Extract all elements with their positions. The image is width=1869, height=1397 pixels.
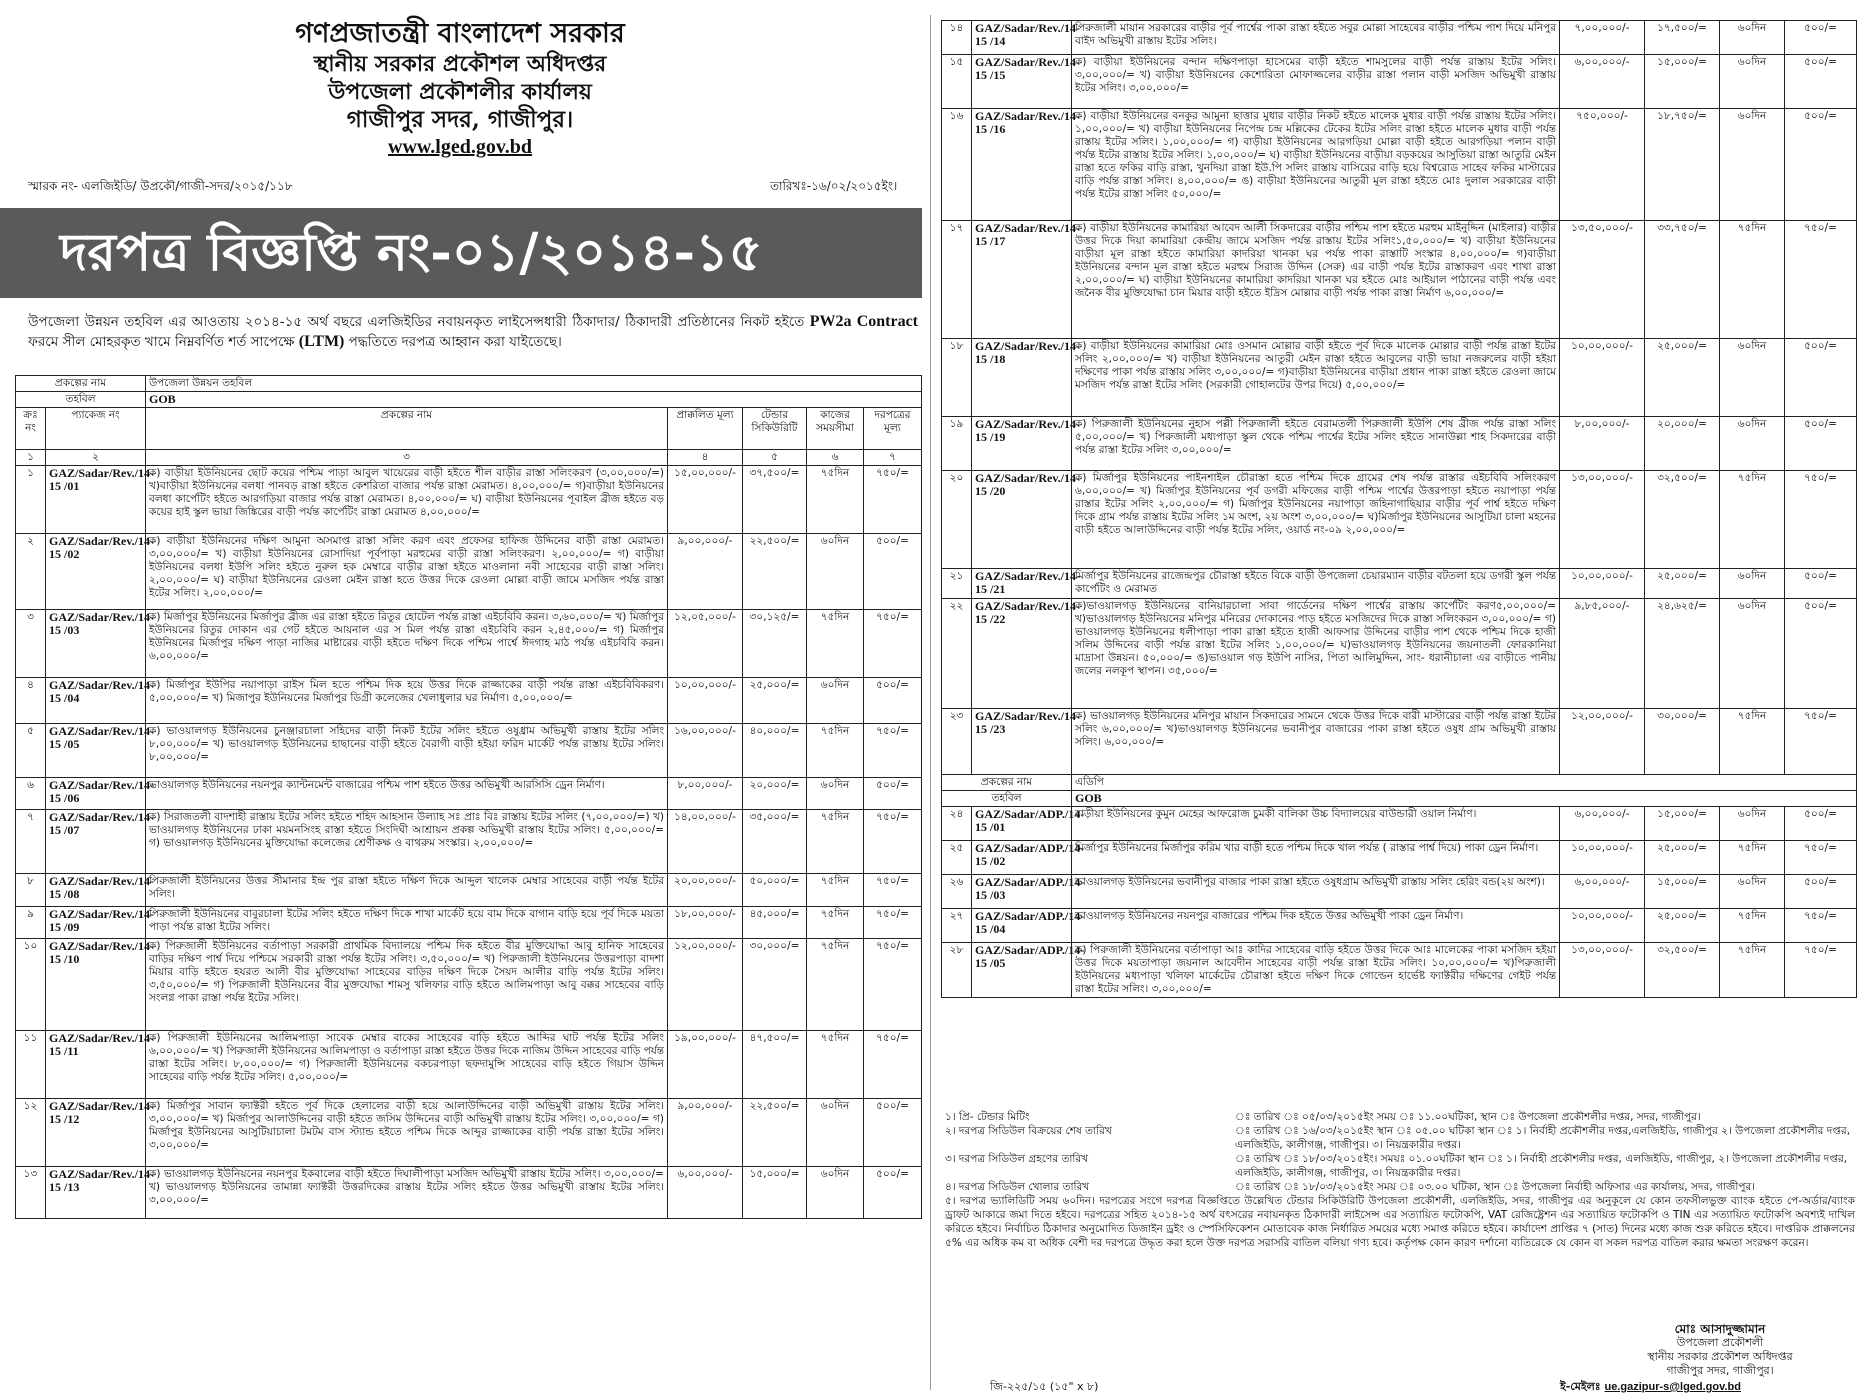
row-package-number: GAZ/Sadar/Rev./14-15 /13 (46, 1167, 146, 1219)
row-package-number: GAZ/Sadar/Rev./14-15 /11 (46, 1031, 146, 1099)
row-estimated-cost: ১০,০০,০০০/- (1560, 339, 1645, 417)
project-value: উপজেলা উন্নয়ন তহবিল (146, 376, 922, 392)
row-package-number: GAZ/Sadar/Rev./14-15 /21 (972, 569, 1072, 599)
row-estimated-cost: ৮,০০,০০০/- (1560, 417, 1645, 471)
col-number: ৬ (807, 450, 864, 466)
row-work-description: পিরুজালী মায়ান সরকারের বাড়ীর পূর্ব পার্শ্বের পাকা রাস্তা হইতে সবুর মোল্লা সাহেবের বাড়ীর পশ্চিম পাশ দিয়ে মনিপুর বাইদ অভিমুখী রাস্তায় ইটের সলিং। (1072, 21, 1560, 55)
note-sale-deadline (945, 1124, 1855, 1152)
row-work-description: ক) মির্জাপুর ইউপির নয়াপাড়া রাইস মিল হতে পশ্চিম দিক হয়ে উত্তর দিকে রাজ্জাকের বাড়ী পর্যন্ত রাস্তা এইচবিবিকরণ। ৫,০০,০০০/= খ) মিজাপুর ইউনিয়নের মির্জাপুর ডিগ্রী কলেজের খেলাধুলার ঘর নির্মাণ। ৫,০০,০০০/= (146, 678, 668, 724)
row-tender-security: ১৫,০০০/= (743, 1167, 807, 1219)
publication-code: জি-২২৫/১৫ (১৫" x ৮) (990, 1380, 1099, 1393)
row-work-description: ভাওয়ালগড় ইউনিয়নের নয়নপুর ক্যান্টনমেন্ট বাজারের পশ্চিম পাশ হইতে উত্তর অভিমুখী আরসিসি ড্রেন নির্মাণ। (146, 778, 668, 810)
row-estimated-cost: ১৯,০০,০০০/- (668, 1031, 743, 1099)
intro-paragraph (28, 312, 918, 352)
row-schedule-price: ৫০০/= (1785, 569, 1857, 599)
table-row (942, 569, 1857, 599)
row-tender-security: ২০,০০০/= (1645, 417, 1720, 471)
col-number: ৫ (743, 450, 807, 466)
signatory-name: মোঃ আসাদুজ্জামান (1674, 1322, 1766, 1336)
row-estimated-cost: ৬,০০,০০০/- (1560, 55, 1645, 109)
row-tender-security: ৩০,০০০/= (1645, 709, 1720, 775)
row-time-limit: ৭৫দিন (1720, 221, 1785, 339)
row-schedule-price: ৫০০/= (864, 1167, 922, 1219)
row-tender-security: ২৪,৬২৫/= (1645, 599, 1720, 709)
table-row (16, 939, 922, 1031)
row-schedule-price: ৭৫০/= (864, 466, 922, 534)
row-time-limit: ৭৫দিন (807, 874, 864, 907)
table-row (16, 610, 922, 678)
table-row (16, 874, 922, 907)
notice-banner: দরপত্র বিজ্ঞপ্তি নং-০১/২০১৪-১৫ (0, 208, 922, 298)
adp-fund-value: GOB (1072, 791, 1857, 807)
row-estimated-cost: ৬,০০,০০০/- (1560, 875, 1645, 909)
office-header (0, 18, 920, 160)
row-estimated-cost: ৯,০০,০০০/- (668, 534, 743, 610)
table-row (16, 1167, 922, 1219)
note-general-conditions: ৫। দরপত্র ভ্যালিডিটি সময় ৬০দিন। দরপত্রের সংগে দরপত্র বিজ্ঞপ্তিতে উল্লেখিত টেন্ডার সিকিউরিটি উপজেলা প্রকৌশলী, এলজিইডি, সদর, গাজীপুর এর অনুকূলে যে কোন তফসীলভুক্ত ব্যাংক হইতে পে-অর্ডার/ব্যাংক ড্রাফট আকারে জমা দিতে হইবে। দরপত্রের সহিত ২০১৪-১৫ অর্থ বৎসরের নবায়নকৃত ঠিকাদারী লাইসেন্স এর সত্যায়িত ফটোকপি, VAT রেজিষ্ট্রেশন এর সত্যায়িত ফটোকপি ও TIN এর সত্যায়িত ফটোকপি অবশ্যই দাখিল করিতে হইবে। নির্বাচিত ঠিকাদার অনুমোদিত ডিজাইন ড্রইং ও স্পেসিফিকেশন মোতাবেক কাজ নির্ধারিত সময়ের মধ্যে সমাপ্ত করিতে হইবে। কার্যাদেশ প্রাপ্তির ৭ (সাত) দিনের মধ্যে কাজ শুরু করিতে হইবে। দাপ্তরিক প্রাক্কলনের ৫% এর অধিক কম বা অধিক বেশী দর দরপত্রে উদ্ধৃত করা হলে উক্ত দরপত্র সরাসরি বাতিল বলিয়া গণ্য হবে। কর্তৃপক্ষ কোন কারণ দর্শানো ব্যতিরেকে যে কোন বা সকল দরপত্র বাতিল করার ক্ষমতা সংরক্ষণ করেন। (945, 1195, 1855, 1249)
table-row (16, 778, 922, 810)
row-package-number: GAZ/Sadar/Rev./14-15 /17 (972, 221, 1072, 339)
department-title: স্থানীয় সরকার প্রকৌশল অধিদপ্তর (313, 51, 607, 77)
row-tender-security: ৩৫,০০০/= (743, 810, 807, 874)
col-number: ১ (16, 450, 46, 466)
project-name-row (16, 376, 922, 392)
row-time-limit: ৬০দিন (1720, 339, 1785, 417)
row-tender-security: ৩২,৫০০/= (1645, 471, 1720, 569)
row-estimated-cost: ১৩,৫০,০০০/- (1560, 221, 1645, 339)
intro-text-1: উপজেলা উন্নয়ন তহবিল এর আওতায় ২০১৪-১৫ অর্থ বছরে এলজিইডির নবায়নকৃত লাইসেন্সধারী ঠিকাদার/ ঠিকাদারী প্রতিষ্ঠানের নিকট হইতে (28, 314, 805, 330)
row-schedule-price: ৭৫০/= (864, 610, 922, 678)
row-serial: ১৫ (942, 55, 972, 109)
row-tender-security: ২২,৫০০/= (743, 534, 807, 610)
website-link[interactable]: www.lged.gov.bd (388, 136, 532, 158)
note-pre-tender (945, 1110, 1855, 1124)
col-number: ৭ (864, 450, 922, 466)
office-title: উপজেলা প্রকৌশলীর কার্যালয় (328, 79, 592, 105)
col-header-security: টেন্ডার সিকিউরিটি (743, 408, 807, 450)
right-tender-table (941, 20, 1857, 998)
column-divider (930, 15, 931, 1390)
col-header-cost: প্রাক্কলিত মূল্য (668, 408, 743, 450)
row-package-number: GAZ/Sadar/Rev./14-15 /22 (972, 599, 1072, 709)
row-package-number: GAZ/Sadar/Rev./14-15 /18 (972, 339, 1072, 417)
row-work-description: ক) বাড়ীয়া ইউনিয়নের কামারিয়া মোঃ ওসমান মোল্লার বাড়ী হইতে পূর্ব দিকে মালেক মোল্লার বাড়ী পর্যন্ত রাস্তা ইটের সলিং ২,০০,০০০/= খ) বাড়ীয়া ইউনিয়নের আতুরী মেইন রাস্তা হইতে আবুলের বাড়ী ভায়া নজরুলের বাড়ী হইয়া দক্ষিণের পাকা পর্যন্ত রাস্তায় সলিং ৩,০০,০০০/= গ)বাড়ীয়া ইউনিয়নের বাড়ীয়া প্রধান পাকা রাস্তা হইতে রেওলা জামে মসজিদ পর্যন্ত রাস্তা ইটের সলিং (সরকারী গোহালটের উপর দিয়ে) ৫,০০,০০০/= (1072, 339, 1560, 417)
row-serial: ২৬ (942, 875, 972, 909)
row-package-number: GAZ/Sadar/Rev./14-15 /07 (46, 810, 146, 874)
row-estimated-cost: ১২,০০,০০০/- (668, 939, 743, 1031)
row-estimated-cost: ১২,০০,০০০/- (1560, 709, 1645, 775)
row-estimated-cost: ৬,০০,০০০/- (668, 1167, 743, 1219)
row-work-description: ক) পিরুজালী ইউনিয়নের আলিমপাড়া সাবেক মেম্বার বাকের সাহেবের বাড়ি হইতে আব্দির ঘাট পর্যন্ত ইটের সলিং ৬,০০,০০০/= খ) পিরুজালী ইউনিয়নের আলিমপাড়া ও বর্তাপাড়া রাস্তা হইতে উত্তর দিকে নাজিম উদ্দিন সাহেবের বাড়ি পর্যন্ত রাস্তা ইটের সলিং। ৮,০০,০০০/= গ) পিরুজালী ইউনিয়নের বকচরপাড়া ছফদামুন্সি সাহেবের বাড়ি হইতে গিয়াস উদ্দিন সাহেবের বাড়ি পর্যন্ত ইটের সলিং। ৫,০০,০০০/= (146, 1031, 668, 1099)
email-label: ই-মেইলঃ (1560, 1380, 1601, 1393)
row-schedule-price: ৫০০/= (864, 1099, 922, 1167)
row-work-description: ক) বাড়ীয়া ইউনিয়নের দক্ষিণ আমুনা অসমাপ্ত রাস্তা সলিং করণ এবং প্রফেসর হাফিজ উদ্দিনের বাড়ী রাস্তা মেরামত। ৩,০০,০০০/= খ) বাড়ীয়া ইউনিয়নের রোসাদিয়া পূর্বপাড়া মরহুমের বাড়ী রাস্তা সলিংকরণ। ২,০০,০০০/= গ) বাড়ীয়া ইউনিয়নের বলধা ইউপি সলিং হইতে নুরুল হক মেম্বারে বাড়ীর রাস্তা হইতে মাওলানা নবী সাহেবের বাড়ী রাস্তা সলিং। ২,০০,০০০/= ঘ) বাড়ীয়া ইউনিয়নের রেওলা মেইন রাস্তা হতে উত্তর দিকে রেওলা মোল্লা বাড়ী জামে মসজিদ পর্যন্ত রাস্তা ইটের সলিং। ২,০০,০০০/= (146, 534, 668, 610)
table-row (942, 909, 1857, 943)
row-schedule-price: ৭৫০/= (864, 939, 922, 1031)
row-estimated-cost: ২০,০০,০০০/- (668, 874, 743, 907)
intro-ltm: (LTM) (298, 333, 345, 350)
row-package-number: GAZ/Sadar/Rev./14-15 /03 (46, 610, 146, 678)
row-schedule-price: ৫০০/= (1785, 55, 1857, 109)
row-package-number: GAZ/Sadar/Rev./14-15 /16 (972, 109, 1072, 221)
row-schedule-price: ৫০০/= (1785, 599, 1857, 709)
note-label: ২। দরপত্র সিডিউল বিক্রয়ের শেষ তারিখ (945, 1125, 1112, 1137)
signatory-title: উপজেলা প্রকৌশলী (1676, 1336, 1764, 1349)
row-schedule-price: ৭৫০/= (1785, 841, 1857, 875)
row-tender-security: ২০,০০০/= (743, 778, 807, 810)
row-schedule-price: ৫০০/= (1785, 109, 1857, 221)
row-package-number: GAZ/Sadar/Rev./14-15 /15 (972, 55, 1072, 109)
row-tender-security: ২৫,০০০/= (1645, 569, 1720, 599)
row-time-limit: ৭৫দিন (1720, 709, 1785, 775)
row-package-number: GAZ/Sadar/Rev./14-15 /04 (46, 678, 146, 724)
row-time-limit: ৭৫দিন (1720, 471, 1785, 569)
row-tender-security: ৫০,০০০/= (743, 874, 807, 907)
row-serial: ১৩ (16, 1167, 46, 1219)
row-time-limit: ৭৫দিন (807, 1031, 864, 1099)
table-row (16, 1031, 922, 1099)
email-address[interactable]: ue.gazipur-s@lged.gov.bd (1604, 1381, 1741, 1393)
row-estimated-cost: ১৮,০০,০০০/- (668, 907, 743, 939)
row-tender-security: ১৮,৭৫০/= (1645, 109, 1720, 221)
row-work-description: ক) বাড়ীয়া ইউনিয়নের বনকুর আমুনা ছাত্তার মুধার বাড়ীর নিকট হইতে মালেক মুধার বাড়ী পর্যন্ত রাস্তায় ইটের সলিং। ১,০০,০০০/= খ) বাড়ীয়া ইউনিয়নের নিপেন্দ্র চন্দ্র মল্লিকের টেকের ইটের সলিং রাস্তা হইতে মালেক মুধার বাড়ী পর্যন্ত রাস্তায় ইটের সলিং। ১,০০,০০০/= গ) বাড়ীয়া ইউনিয়নের আরগড়িয়া মোল্লা বাড়ী হইতে আরগড়িয়া পলান বাড়ী পর্যন্ত ইটের রাস্তায় ইটের সলিং। ১,০০,০০০/= ঘ) বাড়ীয়া ইউনিয়নের বাড়ীয়া বড়কয়ের আসুতিয়া রাস্তা আতুরি মেইন রাস্তা হতে ফকির বাড়ি রাস্তা, খুনদিয়া রাস্তা ইউ.পি সলিং রাস্তায় বাসিরের বাড়ি হয়ে বিশ্বরোড সাহেব ফকির মাস্টারের বাড়ি পর্যন্ত রাস্তা সলিং। ৪,০০,০০০/= ঙ) বাড়ীয়া ইউনিয়নের আতুরী মূল রাস্তা হইতে মোঃ দুলাল সরকারের বাড়ী পর্যন্ত ইটের রাস্তা সলিং ৫০,০০০/= (1072, 109, 1560, 221)
row-time-limit: ৬০দিন (807, 778, 864, 810)
row-schedule-price: ৭৫০/= (1785, 709, 1857, 775)
table-row (942, 709, 1857, 775)
row-estimated-cost: ১৩,০০,০০০/- (1560, 943, 1645, 998)
row-serial: ১৪ (942, 21, 972, 55)
row-package-number: GAZ/Sadar/ADP./14-15 /01 (972, 807, 1072, 841)
col-header-sl: ক্রঃ নং (16, 408, 46, 450)
row-package-number: GAZ/Sadar/Rev./14-15 /10 (46, 939, 146, 1031)
row-tender-security: ১৭,৫০০/= (1645, 21, 1720, 55)
note-value: ঃ তারিখ ঃ ০৫/০৩/২০১৫ইং সময় ঃ ১১.০০ঘটিকা, স্থান ঃ উপজেলা প্রকৌশলীর দপ্তর, সদর, গাজীপুর। (1235, 1111, 1701, 1123)
row-tender-security: ৩০,০০০/= (743, 939, 807, 1031)
row-estimated-cost: ১০,০০,০০০/- (1560, 909, 1645, 943)
row-schedule-price: ৭৫০/= (1785, 471, 1857, 569)
row-tender-security: ২৫,০০০/= (743, 678, 807, 724)
row-schedule-price: ৫০০/= (864, 534, 922, 610)
signatory-office-location: গাজীপুর সদর, গাজীপুর। (1666, 1364, 1774, 1377)
row-time-limit: ৭৫দিন (1720, 909, 1785, 943)
row-time-limit: ৭৫দিন (1720, 943, 1785, 998)
row-work-description: ক) মির্জাপুর ইউনিয়নের মির্জাপুর ব্রীজ এর রাস্তা হইতে রিতুর হোটেল পর্যন্ত রাস্তা এইচবিবি করন। ৩,৬০,০০০/= খ) মির্জাপুর ইউনিয়নের রিতুর দোকান এর গেট হইতে আয়নাল এর স মিল পর্যন্ত রাস্তা এইচবিবি করন ২,৪৫,০০০/= গ) মির্জাপুর ইউনিয়নের মির্জাপুর দক্ষিণ পাড়া নাজির মাষ্টারের বাড়ী হইতে দক্ষিণ দিকে পশ্চিম পার্শ্বে ঈদগাহ মাঠ পর্যন্ত এইচবিবি করন। ৬,০০,০০০/= (146, 610, 668, 678)
row-estimated-cost: ১৪,০০,০০০/- (668, 810, 743, 874)
column-number-row (16, 450, 922, 466)
table-row (16, 724, 922, 778)
col-header-time: কাজের সময়সীমা (807, 408, 864, 450)
table-row (16, 1099, 922, 1167)
left-tender-table (15, 375, 922, 1219)
row-serial: ৮ (16, 874, 46, 907)
row-work-description: ক) ভাওয়ালগড় ইউনিয়নের চুনঞ্জারচালা সহিদের বাড়ী নিকট ইটের সলিং হইতে ওষুধ্রাম অভিমুখী রাস্তায় ইটের সলিং ৮,০০,০০০/= খ) ভাওয়ালগড় ইউনিয়নের হাছানের বাড়ী হইতে বৈরাগী বাড়ী হইয়া ফরিদ মার্কেট পর্যন্ত রাস্তায় ইটের সলিং। ৮,০০,০০০/= (146, 724, 668, 778)
row-schedule-price: ৫০০/= (1785, 21, 1857, 55)
table-row (942, 339, 1857, 417)
row-time-limit: ৭৫দিন (807, 939, 864, 1031)
table-row (942, 55, 1857, 109)
row-time-limit: ৬০দিন (1720, 569, 1785, 599)
row-serial: ১৭ (942, 221, 972, 339)
table-row (942, 21, 1857, 55)
row-time-limit: ৭৫দিন (807, 907, 864, 939)
project-label: প্রকল্পের নাম (16, 376, 146, 392)
signature-block (1590, 1322, 1850, 1378)
row-tender-security: ৪৫,০০০/= (743, 907, 807, 939)
row-schedule-price: ৫০০/= (864, 778, 922, 810)
table-row (942, 599, 1857, 709)
fund-label: তহবিল (16, 392, 146, 408)
row-tender-security: ২৫,০০০/= (1645, 909, 1720, 943)
row-work-description: ভাওয়ালগড় ইউনিয়নের ভবানীপুর বাজার পাকা রাস্তা হইতে ওষুধগ্রাম অভিমুখী রাস্তায় সলিং হেরিং বন্ড(২য় অংশ)। (1072, 875, 1560, 909)
row-package-number: GAZ/Sadar/ADP./14-15 /05 (972, 943, 1072, 998)
table-row (16, 466, 922, 534)
row-serial: ১০ (16, 939, 46, 1031)
table-row (16, 810, 922, 874)
row-package-number: GAZ/Sadar/Rev./14-15 /12 (46, 1099, 146, 1167)
col-number: ৪ (668, 450, 743, 466)
row-estimated-cost: ১২,০৫,০০০/- (668, 610, 743, 678)
row-serial: ২১ (942, 569, 972, 599)
row-time-limit: ৭৫দিন (807, 610, 864, 678)
table-row (16, 907, 922, 939)
row-schedule-price: ৭৫০/= (864, 1031, 922, 1099)
row-schedule-price: ৭৫০/= (1785, 909, 1857, 943)
row-work-description: মির্জাপুর ইউনিয়নের মির্জাপুর করিম খার বাড়ী হতে পশ্চিম দিকে খাল পর্যন্ত ( রাস্তার পার্শ্ব দিয়ে) পাকা ড্রেন নির্মাণ। (1072, 841, 1560, 875)
row-work-description: মির্জাপুর ইউনিয়নের রাজেন্দ্রপুর চৌরাস্তা হইতে বিকে বাড়ী উপজেলা চেয়ারম্যান বাড়ীর বটতলা হয়ে ডগরী স্কুল পর্যন্ত কার্পেটিং ও মেরামত (1072, 569, 1560, 599)
row-package-number: GAZ/Sadar/ADP./14-15 /04 (972, 909, 1072, 943)
note-value: ঃ তারিখ ঃ ১৬/০৩/২০১৫ইং স্থান ঃ ০৫.০০ ঘটিকা স্থান ঃ ১। নির্বাহী প্রকৌশলীর দপ্তর,এলজিইডি, গাজীপুর ২। উপজেলা প্রকৌশলীর দপ্তর, এলজিইডি, কালীগঞ্জ, গাজীপুর। ৩। নিয়ন্ত্রকারীর দপ্তর। (1235, 1125, 1851, 1151)
column-header-row (16, 408, 922, 450)
row-estimated-cost: ১৩,০০,০০০/- (1560, 471, 1645, 569)
row-time-limit: ৬০দিন (807, 1167, 864, 1219)
note-label: ৪। দরপত্র সিডিউল খোলার তারিখ (945, 1181, 1090, 1193)
row-serial: ৩ (16, 610, 46, 678)
note-label: ৩। দরপত্র সিডিউল গ্রহণের তারিখ (945, 1153, 1089, 1165)
row-serial: ২৪ (942, 807, 972, 841)
intro-text-3: পদ্ধতিতে দরপত্র আহ্বান করা যাইতেছে। (348, 334, 562, 350)
row-serial: ২৮ (942, 943, 972, 998)
memo-number: স্মারক নং- এলজিইডি/ উপ্রকৌ/গাজী-সদর/২০১৫/১১৮ (28, 179, 293, 193)
row-time-limit: ৬০দিন (1720, 55, 1785, 109)
row-work-description: ক) মির্জাপুর ইউনিয়নের পাইনশাইল চৌরাস্তা হতে পশ্চিম দিকে গ্রামের শেষ পর্যন্ত রাস্তার এইচবিবি সলিংকরণ ৬,০০,০০০/= খ) মির্জাপুর ইউনিয়নের পূর্ব ডগরী মফিজের বাড়ী পশ্চিম পার্শ্বের উত্তরপাড়া হইতে নয়াপাড়া পর্যন্ত রাস্তার ইটের সলিং ২,০০,০০০/= গ) মির্জাপুর ইউনিয়নের নয়াপাড়া জহিনাগাছিয়ার বাড়ীর পূর্ব পার্শ্ব হইতে দক্ষিণ দিকে গ্রাম পর্যন্ত রাস্তায় ইটের সলিং ১ম অংশ, ২য় অংশ ৩,০০,০০০/= ঘ)মির্জাপুর ইউনিয়নের আসুটিয়া চালা মহনের বাড়ী হইতে আলাউদ্দিনের বাড়ী পর্যন্ত ইটের সলিং, ওয়ার্ড নং-০৯ ২,০০,০০০/= (1072, 471, 1560, 569)
table-row (942, 221, 1857, 339)
contact-email (1560, 1378, 1741, 1397)
row-tender-security: ৩৩,৭৫০/= (1645, 221, 1720, 339)
row-work-description: ক) পিরুজালী ইউনিয়নের বর্তাপাড়া আঃ কাদির সাহেবের বাড়ি হইতে উত্তর দিকে আঃ মালেকের পাকা মসজিদ হইয়া উত্তর দিকে ময়তাপাড়া জয়নাল আবেদীন সাহেবের বাড়ী পর্যন্ত রাস্তা ইটের সলিং। ১০,০০,০০০/= খ)পিরুজালী ইউনিয়নের মধ্যপাড়া খলিফা মার্কেটের চৌরাস্তা হইতে দক্ষিণ দিকে গোল্ডেন হার্ভেষ্ট ফ্যাক্টরীর দক্ষিণের গেইট পর্যন্ত রাস্তা ইটের সলিং। ৩,০০,০০০/= (1072, 943, 1560, 998)
row-time-limit: ৬০দিন (807, 678, 864, 724)
row-schedule-price: ৭৫০/= (864, 724, 922, 778)
row-schedule-price: ৫০০/= (864, 678, 922, 724)
row-time-limit: ৬০দিন (1720, 875, 1785, 909)
tender-conditions (945, 1110, 1855, 1250)
intro-text-2: ফরমে সীল মোহরকৃত খামে নিম্নবর্ণিত শর্ত সাপেক্ষে (28, 334, 295, 350)
row-estimated-cost: ৯,৮৫,০০০/- (1560, 599, 1645, 709)
row-schedule-price: ৫০০/= (1785, 339, 1857, 417)
row-schedule-price: ৭৫০/= (864, 810, 922, 874)
row-tender-security: ১৫,০০০/= (1645, 807, 1720, 841)
row-serial: ১২ (16, 1099, 46, 1167)
row-serial: ২০ (942, 471, 972, 569)
row-serial: ৭ (16, 810, 46, 874)
row-serial: ১৬ (942, 109, 972, 221)
row-serial: ১৯ (942, 417, 972, 471)
col-number: ৩ (146, 450, 668, 466)
row-estimated-cost: ৬,০০,০০০/- (1560, 807, 1645, 841)
fund-row (16, 392, 922, 408)
row-schedule-price: ৭৫০/= (1785, 943, 1857, 998)
row-package-number: GAZ/Sadar/ADP./14-15 /03 (972, 875, 1072, 909)
row-time-limit: ৭৫দিন (807, 810, 864, 874)
adp-project-label: প্রকল্পের নাম (942, 775, 1072, 791)
row-serial: ২৭ (942, 909, 972, 943)
row-time-limit: ৭৫দিন (807, 466, 864, 534)
row-serial: ৫ (16, 724, 46, 778)
row-package-number: GAZ/Sadar/Rev./14-15 /14 (972, 21, 1072, 55)
row-schedule-price: ৫০০/= (1785, 875, 1857, 909)
row-package-number: GAZ/Sadar/Rev./14-15 /06 (46, 778, 146, 810)
row-tender-security: ৩৭,৫০০/= (743, 466, 807, 534)
col-number: ২ (46, 450, 146, 466)
col-header-work: প্রকল্পের নাম (146, 408, 668, 450)
row-serial: ২২ (942, 599, 972, 709)
row-package-number: GAZ/Sadar/Rev./14-15 /08 (46, 874, 146, 907)
row-estimated-cost: ৭,০০,০০০/- (1560, 21, 1645, 55)
row-work-description: ক) মির্জাপুর সাবান ফ্যাক্টরী হইতে পূর্ব দিকে হেলালের বাড়ী হয়ে আলাউদ্দিনের বাড়ী অভিমুখী রাস্তায় ইটের সলিং। ৩,০০,০০০/= খ) মির্জাপুর আলাউদ্দিনের বাড়ী হইতে জসিম উদ্দিনের বাড়ী অভিমুখী রাস্তায় ইটের সলিং। ৩,০০,০০০/= গ) মির্জাপুর ইউনিয়নের আসুটিয়াচালা টমটম বাস স্ট্যান্ড হইতে পশ্চিম দিকে আব্দুর রাজ্জাকের বাড়ী পর্যন্ত রাস্তা ইটের সলিং। ৩,০০,০০০/= (146, 1099, 668, 1167)
row-work-description: ক)ভাওয়ালগড় ইউনিয়নের বানিয়ারচালা সাবা গার্ডেনের দক্ষিণ পার্শ্বের রাস্তায় কার্পেটিং করণ৫,০০,০০০/= খ)ভাওয়ালগড় ইউনিয়নের মনিপুর মনিরের দোকানের পাড় হইতে মসজিদের দিকে রাস্তা সলিংকরন ৩,০০,০০০/= গ) ভাওয়ালগড় ইউনিয়নের ধলীপাড়া পাকা রাস্তা হইতে হাজী আফসার উদ্দিনের বাড়ীর পাশ থেকে পশ্চিম দিকে হাজী সলিম উদ্দিনের বাড়ী পর্যন্ত রাস্তা ইটের সলিং ১,০০,০০০/= ঘ)ভাওয়ালগড় ইউনিয়নের জয়নাতলী ফোরকানিয়া মাদ্রাসা উন্নয়ন। ৫০,০০০/= ঙ)ভাওয়াল গড় ইউপি নাসির, পিতা আলিমুদ্দিন, সাং- ধরানীচালা এর বাড়ীতে পানীয় জলের নলকূপ স্থাপন। ৩৫,০০০/= (1072, 599, 1560, 709)
row-estimated-cost: ৮,০০,০০০/- (668, 778, 743, 810)
fund-value: GOB (146, 392, 922, 408)
row-time-limit: ৬০দিন (807, 1099, 864, 1167)
row-serial: ৬ (16, 778, 46, 810)
row-package-number: GAZ/Sadar/Rev./14-15 /02 (46, 534, 146, 610)
row-estimated-cost: ৭৫০,০০০/- (1560, 109, 1645, 221)
row-serial: ৯ (16, 907, 46, 939)
row-schedule-price: ৭৫০/= (1785, 221, 1857, 339)
row-tender-security: ২২,৫০০/= (743, 1099, 807, 1167)
table-row (16, 534, 922, 610)
row-estimated-cost: ১৬,০০,০০০/- (668, 724, 743, 778)
row-tender-security: ১৫,০০০/= (1645, 875, 1720, 909)
table-row (942, 875, 1857, 909)
row-work-description: পিরুজালী ইউনিয়নের উত্তর সীমানার ইন্দ্র পুর রাস্তা হইতে দক্ষিণ দিকে আব্দুল খালেক মেম্বার সাহেবের বাড়ী পর্যন্ত ইটের সলিং। (146, 874, 668, 907)
row-tender-security: ৪০,০০০/= (743, 724, 807, 778)
row-time-limit: ৬০দিন (1720, 21, 1785, 55)
row-tender-security: ২৫,০০০/= (1645, 339, 1720, 417)
row-estimated-cost: ১০,০০,০০০/- (1560, 841, 1645, 875)
col-header-price: দরপত্রের মূল্য (864, 408, 922, 450)
col-header-package: প্যাকেজ নং (46, 408, 146, 450)
note-value: ঃ তারিখ ঃ ১৮/০৩/২০১৫ইং। সময়ঃ ০১.০০ঘটিকা স্থান ঃ ১। নির্বাহী প্রকৌশলীর দপ্তর, এলজিইডি, গাজীপুর, ২। উপজেলা প্রকৌশলীর দপ্তর, এলজিইডি, কালীগঞ্জ, গাজীপুর, ৩। নিয়ন্ত্রকারীর দপ্তর। (1235, 1153, 1848, 1179)
row-time-limit: ৬০দিন (807, 534, 864, 610)
row-tender-security: ১৫,০০০/= (1645, 55, 1720, 109)
adp-project-value: এডিপি (1072, 775, 1857, 791)
row-serial: ১ (16, 466, 46, 534)
row-serial: ৪ (16, 678, 46, 724)
row-work-description: ক) পিরুজালী ইউনিয়নের বর্তাপাড়া সরকারী প্রাথমিক বিদ্যালয়ে পশ্চিম দিক হইতে বীর মুক্তিযোদ্ধা আবু হানিফ সাহেবের বাড়ির দক্ষিণ পার্শ্ব দিয়ে পশ্চিমে সরকারী রাস্তা পর্যন্ত ইটের সলিং। ৩,৫০,০০০/= খ) পিরুজালী ইউনিয়নের উত্তরপাড়া বাদশা মিয়ার বাড়ি হইতে হযরত আলী বীর মুক্তিযোদ্ধা সাহেবের বাড়ির দক্ষিণ দিকে সৈয়দ আলীর বাড়ি পর্যন্ত ইটের সলিং। ৩,৫০,০০০/= গ) পিরুজালী ইউনিয়নের বীর মুক্তযোদ্ধা শামসু খলিফার বাড়ি হইতে আলিমপাড়া আবু বক্কর সাহেবের বাড়ি সংলগ্ন পাকা রাস্তা পর্যন্ত ইটের সলিং। (146, 939, 668, 1031)
table-row (942, 841, 1857, 875)
note-label: ১। প্রি- টেন্ডার মিটিং (945, 1111, 1030, 1123)
row-time-limit: ৬০দিন (1720, 807, 1785, 841)
row-serial: ২৩ (942, 709, 972, 775)
row-schedule-price: ৭৫০/= (864, 874, 922, 907)
row-package-number: GAZ/Sadar/Rev./14-15 /09 (46, 907, 146, 939)
table-row (942, 807, 1857, 841)
row-estimated-cost: ১০,০০,০০০/- (668, 678, 743, 724)
row-schedule-price: ৭৫০/= (864, 907, 922, 939)
row-schedule-price: ৫০০/= (1785, 807, 1857, 841)
row-tender-security: ৪৭,৫০০/= (743, 1031, 807, 1099)
adp-project-row (942, 775, 1857, 791)
row-serial: ২৫ (942, 841, 972, 875)
row-time-limit: ৬০দিন (1720, 599, 1785, 709)
adp-fund-row (942, 791, 1857, 807)
govt-title: গণপ্রজাতন্ত্রী বাংলাদেশ সরকার (295, 18, 625, 49)
row-schedule-price: ৫০০/= (1785, 417, 1857, 471)
row-work-description: ক) ভাওয়ালগড় ইউনিয়নের মনিপুর মায়ান সিকদারের সামনে থেকে উত্তর দিকে বারী মাস্টারের বাড়ী পর্যন্ত রাস্তা ইটের সলিং ৬,০০,০০০/= খ)ভাওয়ালগড় ইউনিয়নের ভবানীপুর বাজারের পাকা রাস্তা হইতে ওষুধ গ্রাম অভিমুখী রাস্তায় সলিং। ৬,০০,০০০/= (1072, 709, 1560, 775)
row-work-description: ভাওয়ালগড় ইউনিয়নের নয়নপুর বাজারের পশ্চিম দিক হইতে উত্তর অভিমুখী পাকা ড্রেন নির্মাণ। (1072, 909, 1560, 943)
notice-date: তারিখঃ-১৬/০২/২০১৫ইং। (770, 179, 898, 193)
row-time-limit: ৭৫দিন (1720, 841, 1785, 875)
table-row (942, 109, 1857, 221)
intro-contract: PW2a Contract (809, 313, 919, 330)
row-tender-security: ৩২,৫০০/= (1645, 943, 1720, 998)
note-receipt-date (945, 1152, 1855, 1180)
row-tender-security: ৩০,১২৫/= (743, 610, 807, 678)
adp-fund-label: তহবিল (942, 791, 1072, 807)
row-package-number: GAZ/Sadar/ADP./14-15 /02 (972, 841, 1072, 875)
row-tender-security: ২৫,০০০/= (1645, 841, 1720, 875)
row-work-description: ক) সিরাজতলী বাদশাহী রাস্তায় ইটের সলিং হইতে শহিদ আহসান উল্যাহ সঃ প্রাঃ বিঃ রাস্তায় ইটের সলিং (৭,০০,০০০/=) খ) ভাওয়ালগড় ইউনিয়নের ঢাকা ময়মনসিংহ রাস্তা হইতে সিংদিঘী আশ্রায়ন প্রকল্প অভিমুখী রাস্তায় ইটের সলিং। ৫,০০,০০০/= গ) ভাওয়ালগড় ইউনিয়নের মুক্তিযোদ্ধা কলেজের শ্রেণীকক্ষ ও বাথরুম সংস্কার। ২,০০,০০০/= (146, 810, 668, 874)
row-work-description: পিরুজালী ইউনিয়নের বাবুরচালা ইটের সলিং হইতে দক্ষিণ দিকে শাখা মার্কেট হয়ে বাম দিকে বাগান বাড়ি হয়ে পূর্ব দিকে ময়তা পাড়া পর্যন্ত রাস্তা ইটের সলিং। (146, 907, 668, 939)
row-work-description: বাড়ীয়া ইউনিয়নের কুমুন মেহের আফরোজ চুমকী বালিকা উচ্চ বিদ্যালয়ের বাউন্ডারী ওয়াল নির্মাণ। (1072, 807, 1560, 841)
row-package-number: GAZ/Sadar/Rev./14-15 /19 (972, 417, 1072, 471)
row-serial: ২ (16, 534, 46, 610)
office-location: গাজীপুর সদর, গাজীপুর। (346, 106, 574, 133)
row-serial: ১৮ (942, 339, 972, 417)
row-work-description: ক) পিরুজালী ইউনিয়নের নুহাস পল্লী পিরুজালী হইতে বেরামতলী পিরুজালী ইউপি শেষ ব্রীজ পর্যন্ত রাস্তা সলিং ৫,০০,০০০/= খ) পিরুজালী মধ্যপাড়া স্কুল থেকে পশ্চিম পার্শ্বের ইটের সলিং হইতে সানাউল্লা শাহ সিকদারের বাড়ী পর্যন্ত রাস্তা ইটের সলিং ৩,০০,০০০/= (1072, 417, 1560, 471)
row-package-number: GAZ/Sadar/Rev./14-15 /05 (46, 724, 146, 778)
row-package-number: GAZ/Sadar/Rev./14-15 /20 (972, 471, 1072, 569)
row-work-description: ক) ভাওয়ালগড় ইউনিয়নের নয়নপুর ইকবালের বাড়ী হইতে দিঘালীপাড়া মসজিদ অভিমুখী রাস্তায় ইটের সলিং। ৩,০০,০০০/= খ) ভাওয়ালগড় ইউনিয়নের তামান্না ফ্যাক্টরী উত্তরদিকের রাস্তায় ইটের সলিং হইতে উত্তর অভিমুখী রাস্তায় ইটের সলিং। ৩,০০,০০০/= (146, 1167, 668, 1219)
row-estimated-cost: ১০,০০,০০০/- (1560, 569, 1645, 599)
row-serial: ১১ (16, 1031, 46, 1099)
row-work-description: ক) বাড়ীয়া ইউনিয়নের কামারিয়া আবেদ আলী সিকদারের বাড়ীর পশ্চিম পাশ হইতে মরহুম মাইনুদ্দিন (মাইলার) বাড়ীর উত্তর দিকে দিয়া কামারিয়া কেন্দ্রীয় জামে মসজিদ পর্যন্ত রাস্তায় ইটের সলিং১,৫০,০০০/= খ) বাড়ীয়া ইউনিয়নের বাড়ীয়া মূল রাস্তা হইতে কামারিয়া কাদরিয়া খানকা ঘর পর্যন্ত পাকা রাস্তাটি সংস্কার ৪,০০,০০০/= গ)বাড়ীয়া ইউনিয়নের বন্দান মূল রাস্তা হইতে মরহুম সিরাজ উদ্দিন (সেরু) এর বাড়ী পর্যন্ত ইটের রাস্তাকরণ এবং শাখা রাস্তা ২,০০,০০০/= ঘ) বাড়ীয়া ইউনিয়নের কামারিয়া কাদরিয়া খানকা ঘর হইতে মোঃ আইয়াল পাঠানের বাড়ী পর্যন্ত এবং জনৈক বীর মুক্তিযোদ্ধা চান মিয়ার বাড়ী হইতে ইদ্রিস মোল্লার বাড়ী পর্যন্ত পাকা রাস্তা নির্মাণ ৬,০০,০০০/= (1072, 221, 1560, 339)
row-estimated-cost: ১৫,০০,০০০/- (668, 466, 743, 534)
table-row (16, 678, 922, 724)
row-package-number: GAZ/Sadar/Rev./14-15 /01 (46, 466, 146, 534)
row-estimated-cost: ৯,০০,০০০/- (668, 1099, 743, 1167)
row-package-number: GAZ/Sadar/Rev./14-15 /23 (972, 709, 1072, 775)
row-work-description: ক) বাড়ীয়া ইউনিয়নের ছোট কয়ের পশ্চিম পাড়া আবুল খায়েরের বাড়ী হইতে শীল বাড়ীর রাস্তা সলিংকরণ (৩,০০,০০০/=) খ)বাড়ীয়া ইউনিয়নের বলধা পানবড় রাস্তা হইতে কেশরিতা বাজার পর্যন্ত রাস্তা মেরামত। ৪,০০,০০০/= গ)বাড়ীয়া ইউনিয়নের বলধা কার্পেটিং হইতে আরগড়িয়া বাজার পর্যন্ত রাস্তা মেরামত। ৪,০০,০০০/= ঘ) বাড়ীয়া ইউনিয়নের পূবাইল ব্রীজ হইতে বড় কয়ের হাই স্কুল ভায়া জিঙ্কিরের বাড়ী পর্যন্ত কার্পেটিং রাস্তা মেরামত ৪,০০,০০০/= (146, 466, 668, 534)
note-opening-date (945, 1180, 1855, 1194)
signatory-office: স্থানীয় সরকার প্রকৌশল অধিদপ্তর (1647, 1350, 1793, 1363)
row-work-description: ক) বাড়ীয়া ইউনিয়নের বন্দান দক্ষিণপাড়া হাসেমের বাড়ী হইতে শামসুলের বাড়ী পর্যন্ত রাস্তায় ইটের সলিং। ৩,০০,০০০/= খ) বাড়ীয়া ইউনিয়নের কেশোরিতা মোফাজ্জলের বাড়ীর রাস্তা পলান বাড়ী মসজিদ অভিমুখী রাস্তায় ইটের সলিং। ৩,০০,০০০/= (1072, 55, 1560, 109)
table-row (942, 943, 1857, 998)
row-time-limit: ৬০দিন (1720, 109, 1785, 221)
row-time-limit: ৭৫দিন (807, 724, 864, 778)
note-value: ঃ তারিখ ঃ ১৮/০৩/২০১৫ইং সময় ঃ ০৩.০০ ঘটিকা, স্থান ঃ উপজেলা নির্বাহী অফিসার এর কার্যালয়, সদর, গাজীপুর। (1235, 1181, 1755, 1193)
row-time-limit: ৬০দিন (1720, 417, 1785, 471)
table-row (942, 471, 1857, 569)
table-row (942, 417, 1857, 471)
